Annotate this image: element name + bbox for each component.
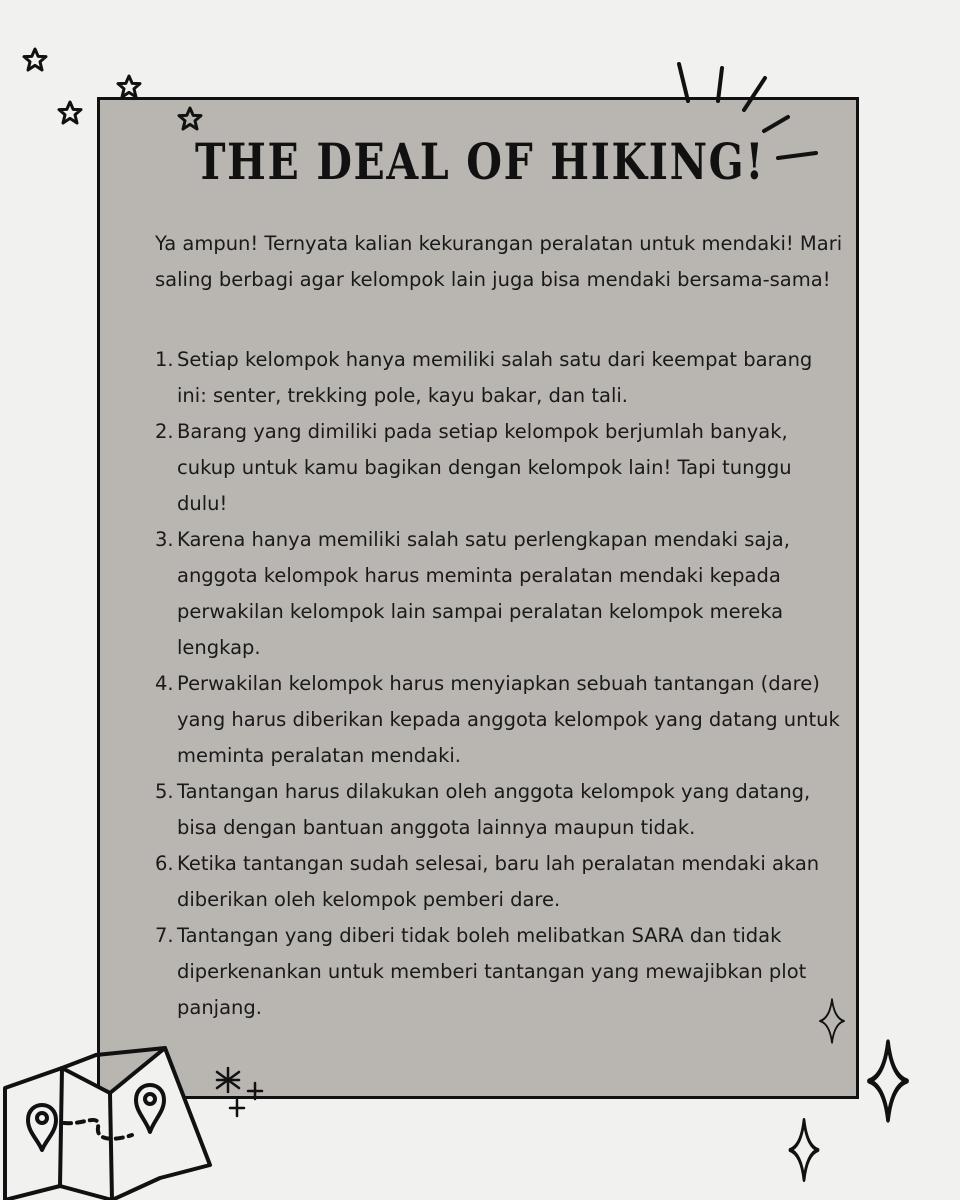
rule-text: Ketika tantangan sudah selesai, baru lah peralatan mendaki akan diberikan oleh kelompok pemberi dare. <box>177 852 820 911</box>
star-icon <box>118 76 140 97</box>
rule-text: Perwakilan kelompok harus menyiapkan sebuah tantangan (dare) yang harus diberikan kepada anggota kelompok yang datang untuk meminta peralatan mendaki. <box>177 672 840 767</box>
rule-number: 4. <box>155 672 174 695</box>
rule-item <box>155 774 845 846</box>
page-title: THE DEAL OF HIKING! <box>195 132 765 191</box>
star-icon <box>24 49 46 70</box>
rule-item <box>155 666 845 774</box>
rule-number: 5. <box>155 780 174 803</box>
star-icon <box>59 102 81 123</box>
rule-text: Tantangan harus dilakukan oleh anggota kelompok yang datang, bisa dengan bantuan anggota lainnya maupun tidak. <box>177 780 811 839</box>
rule-text: Karena hanya memiliki salah satu perlengkapan mendaki saja, anggota kelompok harus meminta peralatan mendaki kepada perwakilan kelompok lain sampai peralatan kelompok mereka lengkap. <box>177 528 790 659</box>
rule-number: 2. <box>155 420 174 443</box>
rule-item <box>155 414 845 522</box>
rule-text: Setiap kelompok hanya memiliki salah satu dari keempat barang ini: senter, trekking pole, kayu bakar, dan tali. <box>177 348 813 407</box>
rule-text: Barang yang dimiliki pada setiap kelompok berjumlah banyak, cukup untuk kamu bagikan dengan kelompok lain! Tapi tunggu dulu! <box>177 420 792 515</box>
rule-number: 1. <box>155 348 174 371</box>
rule-text: Tantangan yang diberi tidak boleh melibatkan SARA dan tidak diperkenankan untuk memberi tantangan yang mewajibkan plot panjang. <box>177 924 807 1019</box>
rule-item <box>155 342 845 414</box>
intro-text: Ya ampun! Ternyata kalian kekurangan peralatan untuk mendaki! Mari saling berbagi agar kelompok lain juga bisa mendaki bersama-sama! <box>155 232 843 291</box>
rule-number: 3. <box>155 528 174 551</box>
rule-number: 7. <box>155 924 174 947</box>
rules-list <box>155 342 845 1026</box>
sparkle-icon <box>869 1042 907 1120</box>
sparkle-icon <box>790 1120 818 1180</box>
rule-item <box>155 522 845 666</box>
rule-item <box>155 918 845 1026</box>
rule-item <box>155 846 845 918</box>
rule-number: 6. <box>155 852 174 875</box>
